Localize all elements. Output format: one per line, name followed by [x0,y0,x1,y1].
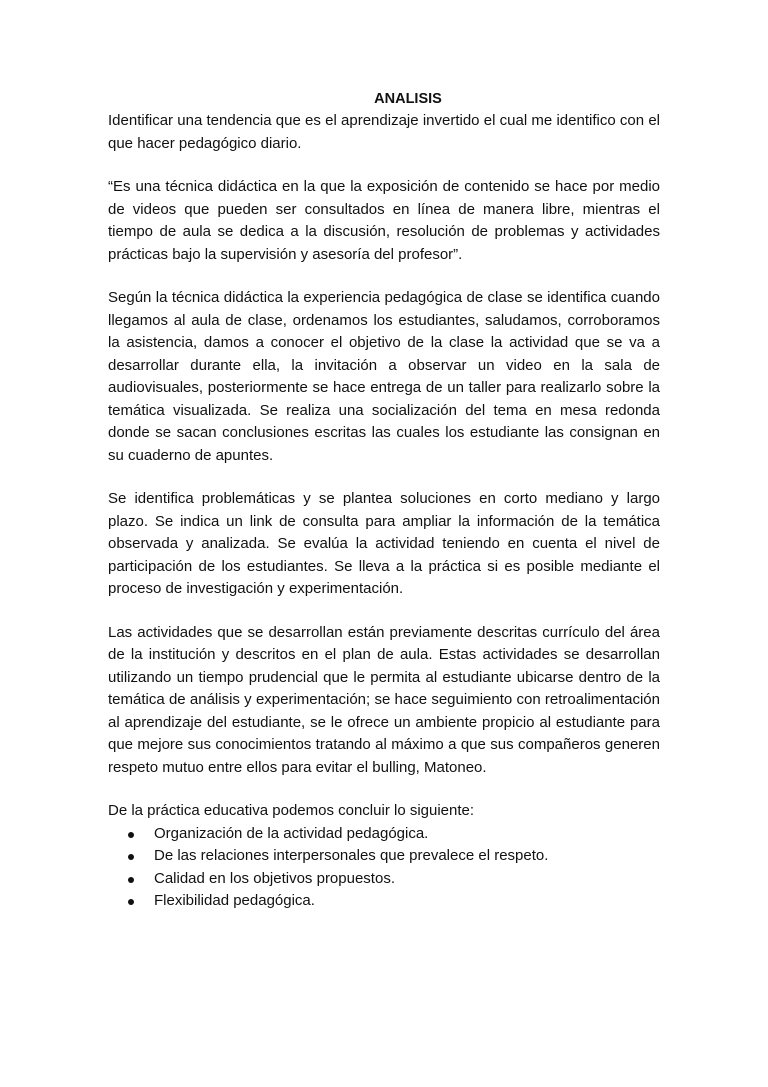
paragraph-gap [108,266,660,287]
list-item [128,890,660,913]
activities-paragraph: Las actividades que se desarrollan están previamente descritas currículo del área de la institución y descritos en el plan de aula. Estas actividades se desarrollan utilizando un tiempo prudencial que le permita al estudiante ubicarse dentro de la temática de análisis y experimentación; se hace seguimiento con retroalimentación al aprendizaje del estudiante, se le ofrece un ambiente propicio al estudiante para que mejore sus conocimientos tratando al máximo a que sus compañeros generen respeto mutuo entre ellos para evitar el bulling, Matoneo. [108,623,660,776]
document-title: ANALISIS [374,91,442,107]
paragraph-gap [108,601,660,622]
conclusion-list [108,823,660,913]
list-item [128,845,660,868]
problems-paragraph: Se identifica problemáticas y se plantea soluciones en corto mediano y largo plazo. Se indica un link de consulta para ampliar la información de la temática observada y analizada. Se evalúa la actividad teniendo en cuenta el nivel de participación de los estudiantes. Se lleva a la práctica si es posible mediante el proceso de investigación y experimentación. [108,490,660,597]
paragraph-gap [108,467,660,488]
list-item-text: Calidad en los objetivos propuestos. [154,869,395,887]
paragraph-gap [108,155,660,176]
list-item-text: De las relaciones interpersonales que prevalece el respeto. [154,847,549,864]
intro-paragraph: Identificar una tendencia que es el aprendizaje invertido el cual me identifico con el que hacer pedagógico diario. [108,112,660,152]
bullet-icon [128,854,134,860]
list-item-text: Organización de la actividad pedagógica. [154,824,429,842]
bullet-icon [128,877,134,883]
bullet-icon [128,899,134,905]
quote-paragraph: “Es una técnica didáctica en la que la exposición de contenido se hace por medio de videos que pueden ser consultados en línea de manera libre, mientras el tiempo de aula se dedica a la discusión, resolución de problemas y actividades prácticas bajo la supervisión y asesoría del profesor”. [108,178,660,263]
conclusion-intro: De la práctica educativa podemos concluir lo siguiente: [108,802,475,819]
list-item [128,823,660,846]
bullet-icon [128,832,134,838]
list-item [128,868,660,891]
paragraph-gap [108,779,660,800]
document-page [108,88,660,913]
list-item-text: Flexibilidad pedagógica. [154,892,315,909]
experience-paragraph: Según la técnica didáctica la experiencia pedagógica de clase se identifica cuando llegamos al aula de clase, ordenamos los estudiantes, saludamos, corroboramos la asistencia, damos a conocer el objetivo de la clase la actividad que se va a desarrollar durante ella, la invitación a observar un video en la sala de audiovisuales, posteriormente se hace entrega de un taller para realizarlo sobre la temática visualizada. Se realiza una socialización del tema en mesa redonda donde se sacan conclusiones escritas las cuales los estudiante las consignan en su cuaderno de apuntes. [108,289,660,464]
